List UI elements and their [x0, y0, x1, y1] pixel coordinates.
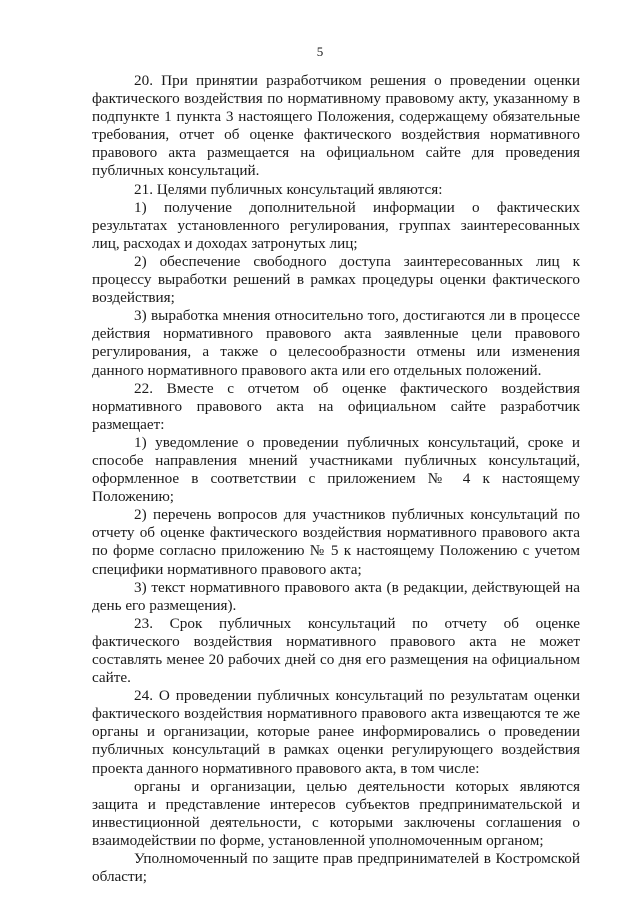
paragraph-21-item-2: 2) обеспечение свободного доступа заинтересованных лиц к процессу выработки решений в рамках процедуры оценки фактического воздействия;: [92, 252, 580, 307]
paragraph-20: 20. При принятии разработчиком решения о проведении оценки фактического воздействия по нормативному правовому акту, указанному в подпункте 1 пункта 3 настоящего Положения, содержащему обязательные требования, отчет об оценке фактического воздействия нормативного правового акта размещается на официальном сайте для проведения публичных консультаций.: [92, 72, 580, 180]
paragraph-21-item-3: 3) выработка мнения относительно того, достигаются ли в процессе действия нормативного правового акта заявленные цели правового регулирования, а также о целесообразности отмены или изменения данного нормативного правового акта или его отдельных положений.: [92, 307, 580, 379]
paragraph-22-item-2: 2) перечень вопросов для участников публичных консультаций по отчету об оценке фактического воздействия нормативного правового акта по форме согласно приложению № 5 к настоящему Положению с учетом специфики нормативного правового акта;: [92, 506, 580, 578]
paragraph-22-item-1: 1) уведомление о проведении публичных консультаций, сроке и способе направления мнений участниками публичных консультаций, оформленное в соответствии с приложением № 4 к настоящему Положению;: [92, 433, 580, 506]
paragraph-22-item-3: 3) текст нормативного правового акта (в редакции, действующей на день его размещения).: [92, 578, 580, 614]
paragraph-21-item-1: 1) получение дополнительной информации о фактических результатах установленного регулирования, группах заинтересованных лиц, расходах и доходах затронутых лиц;: [92, 198, 580, 252]
page-number: 5: [316, 44, 324, 59]
paragraph-22: 22. Вместе с отчетом об оценке фактического воздействия нормативного правового акта на официальном сайте разработчик размещает:: [92, 379, 580, 433]
paragraph-24: 24. О проведении публичных консультаций по результатам оценки фактического воздействия нормативного правового акта извещаются те же органы и организации, которые ранее информировались о проведении публичных консультаций в рамках оценки регулирующего воздействия проекта данного нормативного правового акта, в том числе:: [92, 687, 580, 777]
paragraph-23: 23. Срок публичных консультаций по отчету об оценке фактического воздействия нормативного правового акта не может составлять менее 20 рабочих дней со дня его размещения на официальном сайте.: [92, 614, 580, 687]
paragraph-21: 21. Целями публичных консультаций являются:: [134, 180, 443, 198]
paragraph-24-organizations: органы и организации, целью деятельности которых являются защита и представление интересов субъектов предпринимательской и инвестиционной деятельности, с которыми заключены соглашения о взаимодействии по форме, установленной уполномоченным органом;: [92, 777, 580, 849]
document-body: [92, 72, 580, 886]
paragraph-24-ombudsman: Уполномоченный по защите прав предпринимателей в Костромской области;: [92, 850, 580, 886]
